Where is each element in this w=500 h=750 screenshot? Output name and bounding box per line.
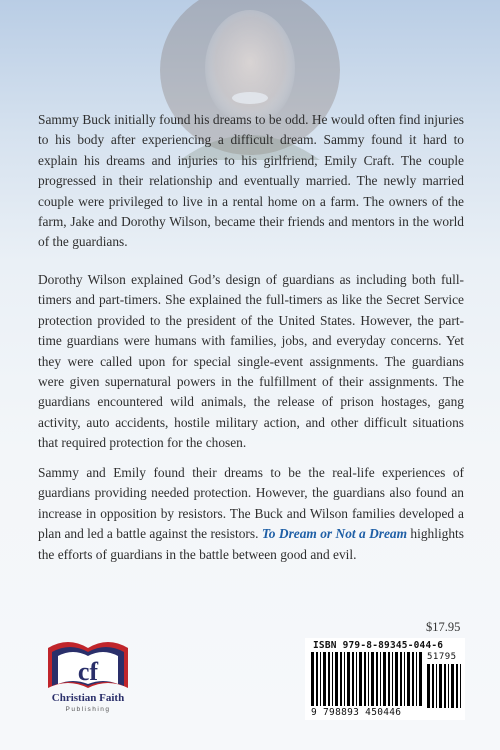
description-paragraph-2: Dorothy Wilson explained God’s design of guardians as including both full-timers and part-timers. She explained the full-timers as like the Secret Service protection provided to the president of the United States. However, the part-time guardians were humans with families, jobs, and everyday concerns. Yet they were called upon for special single-event assignments. The guardians were given supernatural powers in the fulfillment of their assignments. The guardians encountered wild animals, the release of prison hostages, gang activity, auto accidents, hostile military action, and other difficult situations that required protection for the chosen. [38,272,464,451]
barcode-bar [356,652,357,706]
barcode-bar [400,652,402,706]
barcode-bar [347,652,350,706]
barcode-bar [332,652,333,706]
barcode-bar [436,664,437,708]
paragraph-3-text-start: Sammy and Emily found their dreams to be the real-life experiences of guardians providing needed protection. However, the guardians also found an increase in opposition by resistors. The Buck and Wilson families developed a plan and led a battle against the resistors. [38,465,464,542]
barcode-bar [432,664,434,708]
barcode-bar [412,652,414,706]
description-paragraph-1: Sammy Buck initially found his dreams to be odd. He would often find injuries to his body after experiencing a difficult dream. Sammy found it hard to explain his dreams and injuries to his girlfriend, Emily Craft. The couple progressed in their relationship and eventually married. The newly married couple were privileged to live in a rental home on a farm. The owners of the farm, Jake and Dorothy Wilson, became their friends and mentors in the world of the guardians. [38,112,464,250]
barcode-bar [407,652,410,706]
publisher-subtitle: Publishing [65,706,111,713]
description-paragraph-3 [38,463,464,565]
barcode-bar [364,652,366,706]
barcode-number: 9 798893 450446 [311,707,402,718]
barcode-bar [376,652,378,706]
book-title-inline: To Dream or Not a Dream [261,526,408,542]
barcode-icon [311,652,423,706]
barcode-bar [323,652,326,706]
price-label: $17.95 [426,620,461,634]
addon-barcode-icon [427,664,461,708]
barcode-bar [444,664,446,708]
barcode-bar [427,664,430,708]
barcode-bar [320,652,321,706]
barcode-bar [395,652,398,706]
barcode-bar [344,652,345,706]
barcode-bar [380,652,381,706]
barcode-bar [340,652,342,706]
barcode-bar [451,664,454,708]
barcode-bar [352,652,354,706]
barcode-bar [383,652,386,706]
barcode-bar [316,652,318,706]
barcode-bar [335,652,338,706]
barcode-bar [404,652,405,706]
barcode-bar [439,664,442,708]
barcode-bar [388,652,390,706]
addon-number: 51795 [427,652,457,662]
isbn-text: ISBN 979-8-89345-044-6 [313,640,444,651]
barcode-bar [371,652,374,706]
publisher-logo-icon [38,630,138,730]
logo-monogram: cf [77,657,99,686]
publisher-name: Christian Faith [51,692,125,704]
barcode-bar [419,652,422,706]
barcode-bar [448,664,449,708]
barcode-bar [311,652,314,706]
paragraph-3-text-end: highlights the efforts of guardians in the battle between good and evil. [38,526,464,562]
isbn-barcode [305,638,465,720]
barcode-bar [456,664,458,708]
barcode-bar [460,664,461,708]
barcode-bar [392,652,393,706]
barcode-bar [416,652,417,706]
barcode-bar [328,652,330,706]
barcode-bar [359,652,362,706]
barcode-bar [368,652,369,706]
